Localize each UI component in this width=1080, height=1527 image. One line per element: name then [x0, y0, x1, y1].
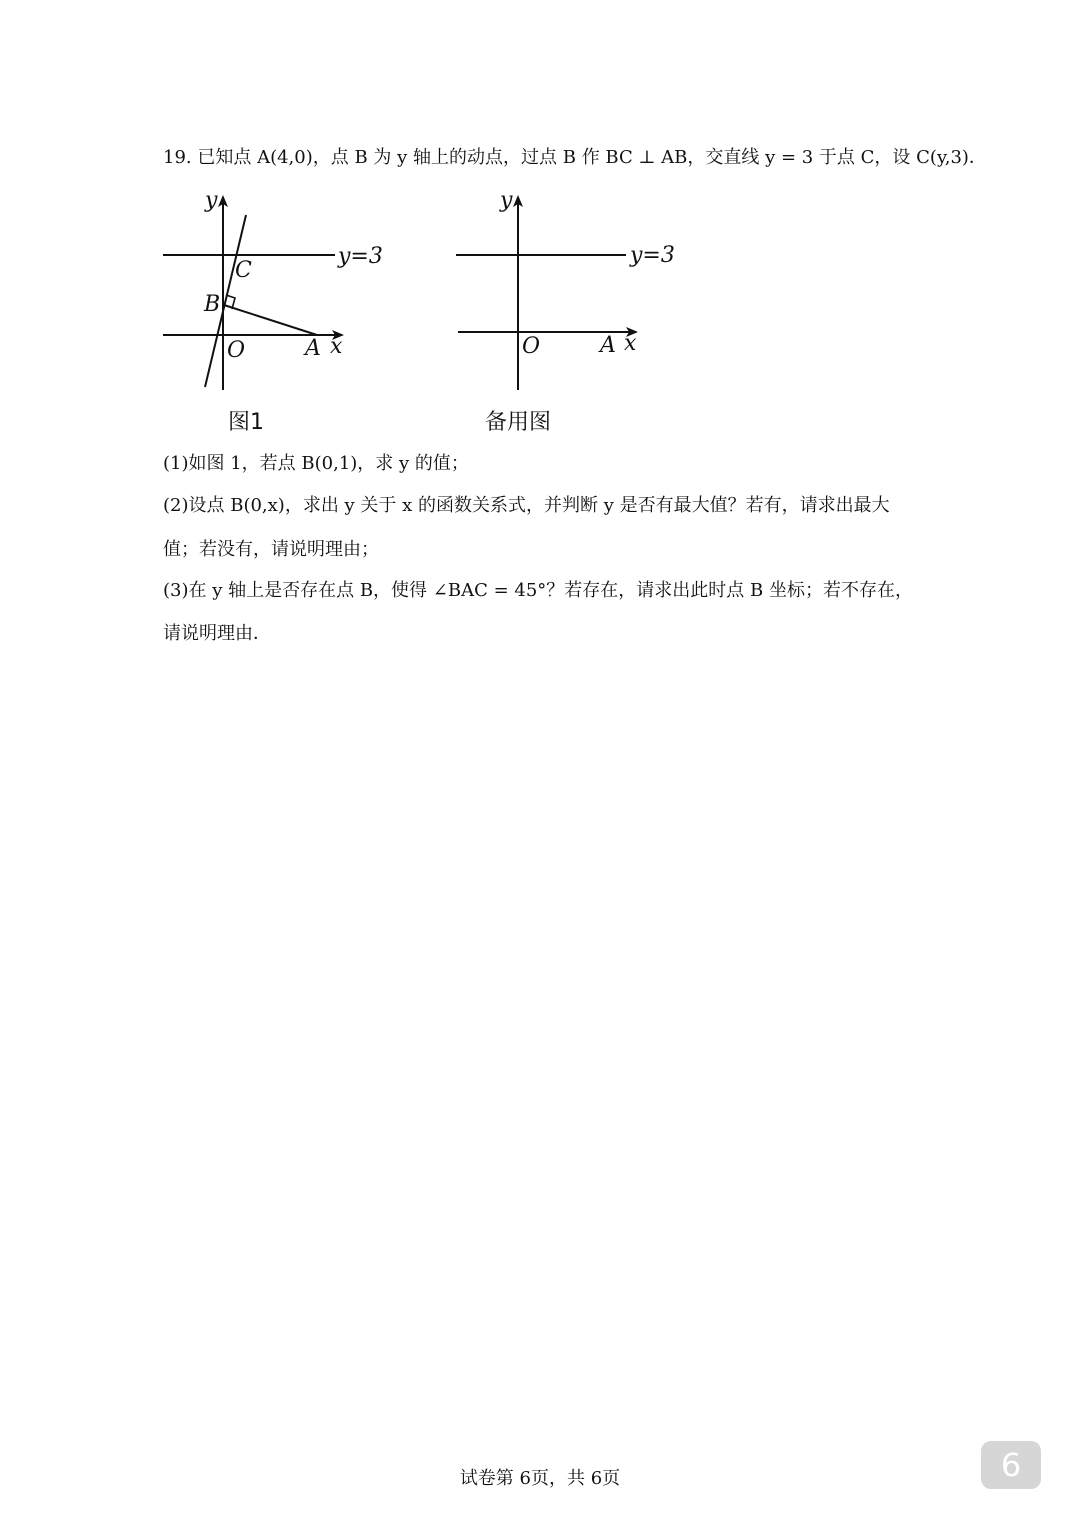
fig1-label-y: y: [205, 188, 218, 213]
figure-2-spare: [452, 185, 692, 400]
fig2-label-y3: y=3: [630, 243, 675, 268]
question-19-part-3-line-2: 请说明理由．: [163, 623, 271, 644]
fig1-label-b: B: [204, 292, 221, 317]
fig2-label-a: A: [600, 333, 616, 358]
fig2-label-x: x: [624, 331, 637, 356]
fig1-label-c: C: [235, 258, 252, 283]
page-number-badge: 6: [981, 1441, 1041, 1489]
question-19-part-2-line-2: 值；若没有，请说明理由；: [163, 539, 379, 560]
figure-1: [160, 185, 400, 400]
question-19-part-1: (1)如图 1，若点 B(0,1)，求 y 的值；: [163, 453, 469, 474]
fig1-label-o: O: [227, 338, 246, 363]
question-19-part-3-line-1: (3)在 y 轴上是否存在点 B，使得 ∠BAC = 45°？若存在，请求出此时点 B 坐标；若不存在，: [163, 580, 913, 601]
fig1-label-x: x: [330, 334, 343, 359]
fig1-label-a: A: [305, 336, 321, 361]
figure-1-caption: 图1: [228, 410, 264, 435]
figure-2-caption: 备用图: [485, 410, 552, 435]
fig1-label-y3: y=3: [338, 244, 383, 269]
question-19-intro: 19. 已知点 A(4,0)，点 B 为 y 轴上的动点，过点 B 作 BC ⊥ AB，交直线 y = 3 于点 C，设 C(y,3)．: [163, 147, 987, 168]
fig2-label-o: O: [522, 334, 541, 359]
fig2-label-y: y: [500, 188, 513, 213]
question-19-part-2-line-1: (2)设点 B(0,x)，求出 y 关于 x 的函数关系式，并判断 y 是否有最大值？若有，请求出最大: [163, 495, 890, 516]
fig1-segment-ba: [224, 305, 317, 335]
page-footer: 试卷第 6页，共 6页: [459, 1468, 621, 1489]
